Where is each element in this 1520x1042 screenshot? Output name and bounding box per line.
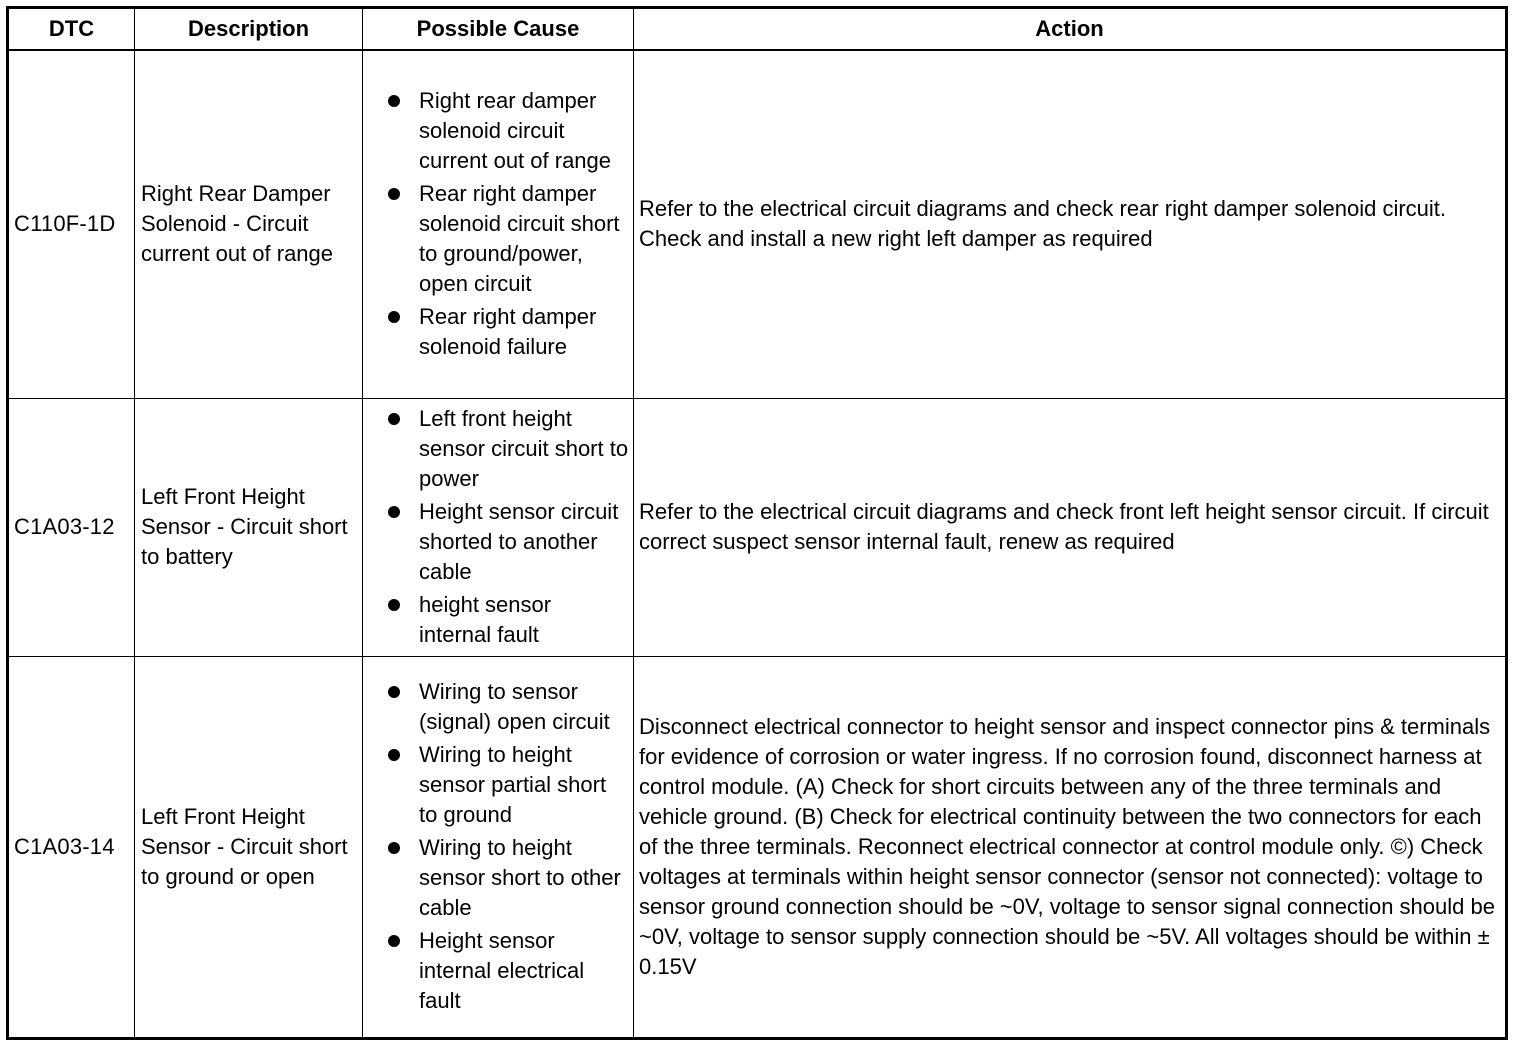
cause-item: Height sensor circuit shorted to another cable bbox=[385, 497, 629, 587]
header-possible-cause: Possible Cause bbox=[363, 8, 634, 51]
cause-item: Wiring to sensor (signal) open circuit bbox=[385, 677, 629, 737]
cause-item: Rear right damper solenoid failure bbox=[385, 302, 629, 362]
cause-item: Wiring to height sensor short to other cable bbox=[385, 833, 629, 923]
table-row bbox=[8, 398, 1507, 656]
cause-item: height sensor internal fault bbox=[385, 590, 629, 650]
bullet-icon bbox=[388, 413, 400, 425]
dtc-code: C110F-1D bbox=[8, 50, 135, 398]
action-text: Refer to the electrical circuit diagrams and check front left height sensor circuit. If circuit correct suspect sensor internal fault, renew as required bbox=[634, 398, 1507, 656]
table-row bbox=[8, 50, 1507, 398]
table-header bbox=[8, 8, 1507, 51]
possible-causes bbox=[363, 656, 634, 1038]
bullet-icon bbox=[388, 311, 400, 323]
header-description: Description bbox=[135, 8, 363, 51]
bullet-icon bbox=[388, 749, 400, 761]
bullet-icon bbox=[388, 599, 400, 611]
bullet-icon bbox=[388, 842, 400, 854]
table-row bbox=[8, 656, 1507, 1038]
cause-item: Left front height sensor circuit short to power bbox=[385, 404, 629, 494]
cause-item: Right rear damper solenoid circuit current out of range bbox=[385, 86, 629, 176]
bullet-icon bbox=[388, 935, 400, 947]
dtc-code: C1A03-14 bbox=[8, 656, 135, 1038]
cause-list bbox=[385, 404, 629, 650]
cause-list bbox=[385, 86, 629, 362]
dtc-description: Left Front Height Sensor - Circuit short to ground or open bbox=[135, 656, 363, 1038]
bullet-icon bbox=[388, 95, 400, 107]
dtc-table bbox=[6, 6, 1508, 1040]
cause-item: Height sensor internal electrical fault bbox=[385, 926, 629, 1016]
possible-causes bbox=[363, 50, 634, 398]
dtc-code: C1A03-12 bbox=[8, 398, 135, 656]
action-text: Refer to the electrical circuit diagrams and check rear right damper solenoid circuit. Check and install a new right left damper as required bbox=[634, 50, 1507, 398]
bullet-icon bbox=[388, 506, 400, 518]
dtc-description: Right Rear Damper Solenoid - Circuit current out of range bbox=[135, 50, 363, 398]
action-text: Disconnect electrical connector to height sensor and inspect connector pins & terminals for evidence of corrosion or water ingress. If no corrosion found, disconnect harness at control module. (A) Check for short circuits between any of the three terminals and vehicle ground. (B) Check for electrical continuity between the two connectors for each of the three terminals. Reconnect electrical connector at control module only. ©) Check voltages at terminals within height sensor connector (sensor not connected): voltage to sensor ground connection should be ~0V, voltage to sensor signal connection should be ~0V, voltage to sensor supply connection should be ~5V. All voltages should be within ± 0.15V bbox=[634, 656, 1507, 1038]
cause-item: Wiring to height sensor partial short to ground bbox=[385, 740, 629, 830]
header-action: Action bbox=[634, 8, 1507, 51]
cause-list bbox=[385, 677, 629, 1016]
possible-causes bbox=[363, 398, 634, 656]
header-dtc: DTC bbox=[8, 8, 135, 51]
bullet-icon bbox=[388, 188, 400, 200]
dtc-description: Left Front Height Sensor - Circuit short to battery bbox=[135, 398, 363, 656]
cause-item: Rear right damper solenoid circuit short to ground/power, open circuit bbox=[385, 179, 629, 299]
bullet-icon bbox=[388, 686, 400, 698]
